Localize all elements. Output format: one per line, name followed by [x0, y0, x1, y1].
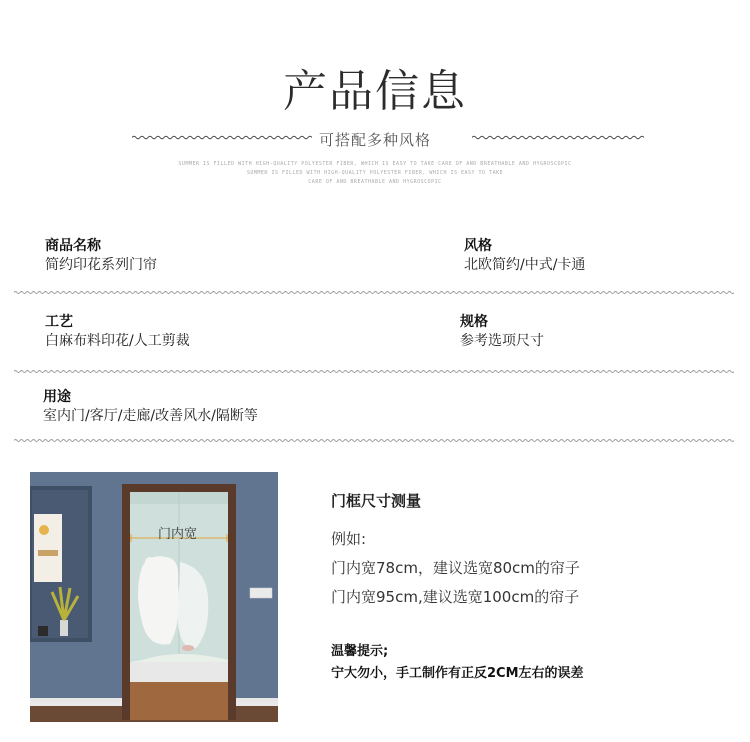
size-label: 规格: [460, 314, 488, 330]
example-label: 例如:: [331, 530, 367, 548]
usage-value: 室内门/客厅/走廊/改善风水/隔断等: [43, 408, 258, 424]
size-value: 参考选项尺寸: [460, 333, 544, 349]
product-name-label: 商品名称: [45, 238, 101, 254]
section-divider: [14, 369, 734, 374]
example-line-1: 门内宽78cm，建议选宽80cm的帘子: [331, 559, 580, 577]
example-line-2: 门内宽95cm,建议选宽100cm的帘子: [331, 588, 580, 606]
section-divider: [14, 290, 734, 295]
tip-text: 宁大勿小，手工制作有正反2CM左右的误差: [331, 666, 584, 681]
craft-value: 白麻布料印花/人工剪裁: [45, 333, 190, 349]
style-label: 风格: [464, 238, 492, 254]
fine-print-line-1: SUMMER IS FILLED WITH HIGH-QUALITY POLYESTER FIBER, WHICH IS EASY TO TAKE CARE OF AND BREATHABLE AND HYGROSCOPIC: [178, 161, 572, 167]
page-title: 产品信息: [283, 66, 467, 117]
fine-print-line-3: CARE OF AND BREATHABLE AND HYGROSCOPIC: [308, 179, 442, 185]
door-width-label: 门内宽: [158, 527, 198, 542]
usage-label: 用途: [43, 389, 71, 405]
style-value: 北欧简约/中式/卡通: [464, 257, 586, 273]
measure-title: 门框尺寸测量: [331, 492, 422, 510]
product-name-value: 简约印花系列门帘: [45, 257, 157, 273]
tip-label: 温馨提示;: [331, 644, 389, 659]
craft-label: 工艺: [45, 314, 73, 330]
right-wavy-rule: [472, 135, 646, 140]
door-scene-illustration: [30, 472, 278, 722]
section-divider: [14, 438, 734, 443]
page-subtitle: 可搭配多种风格: [318, 131, 431, 149]
door-curtain-photo: [30, 472, 278, 722]
fine-print-line-2: SUMMER IS FILLED WITH HIGH-QUALITY POLYESTER FIBER, WHICH IS EASY TO TAKE: [246, 170, 504, 176]
